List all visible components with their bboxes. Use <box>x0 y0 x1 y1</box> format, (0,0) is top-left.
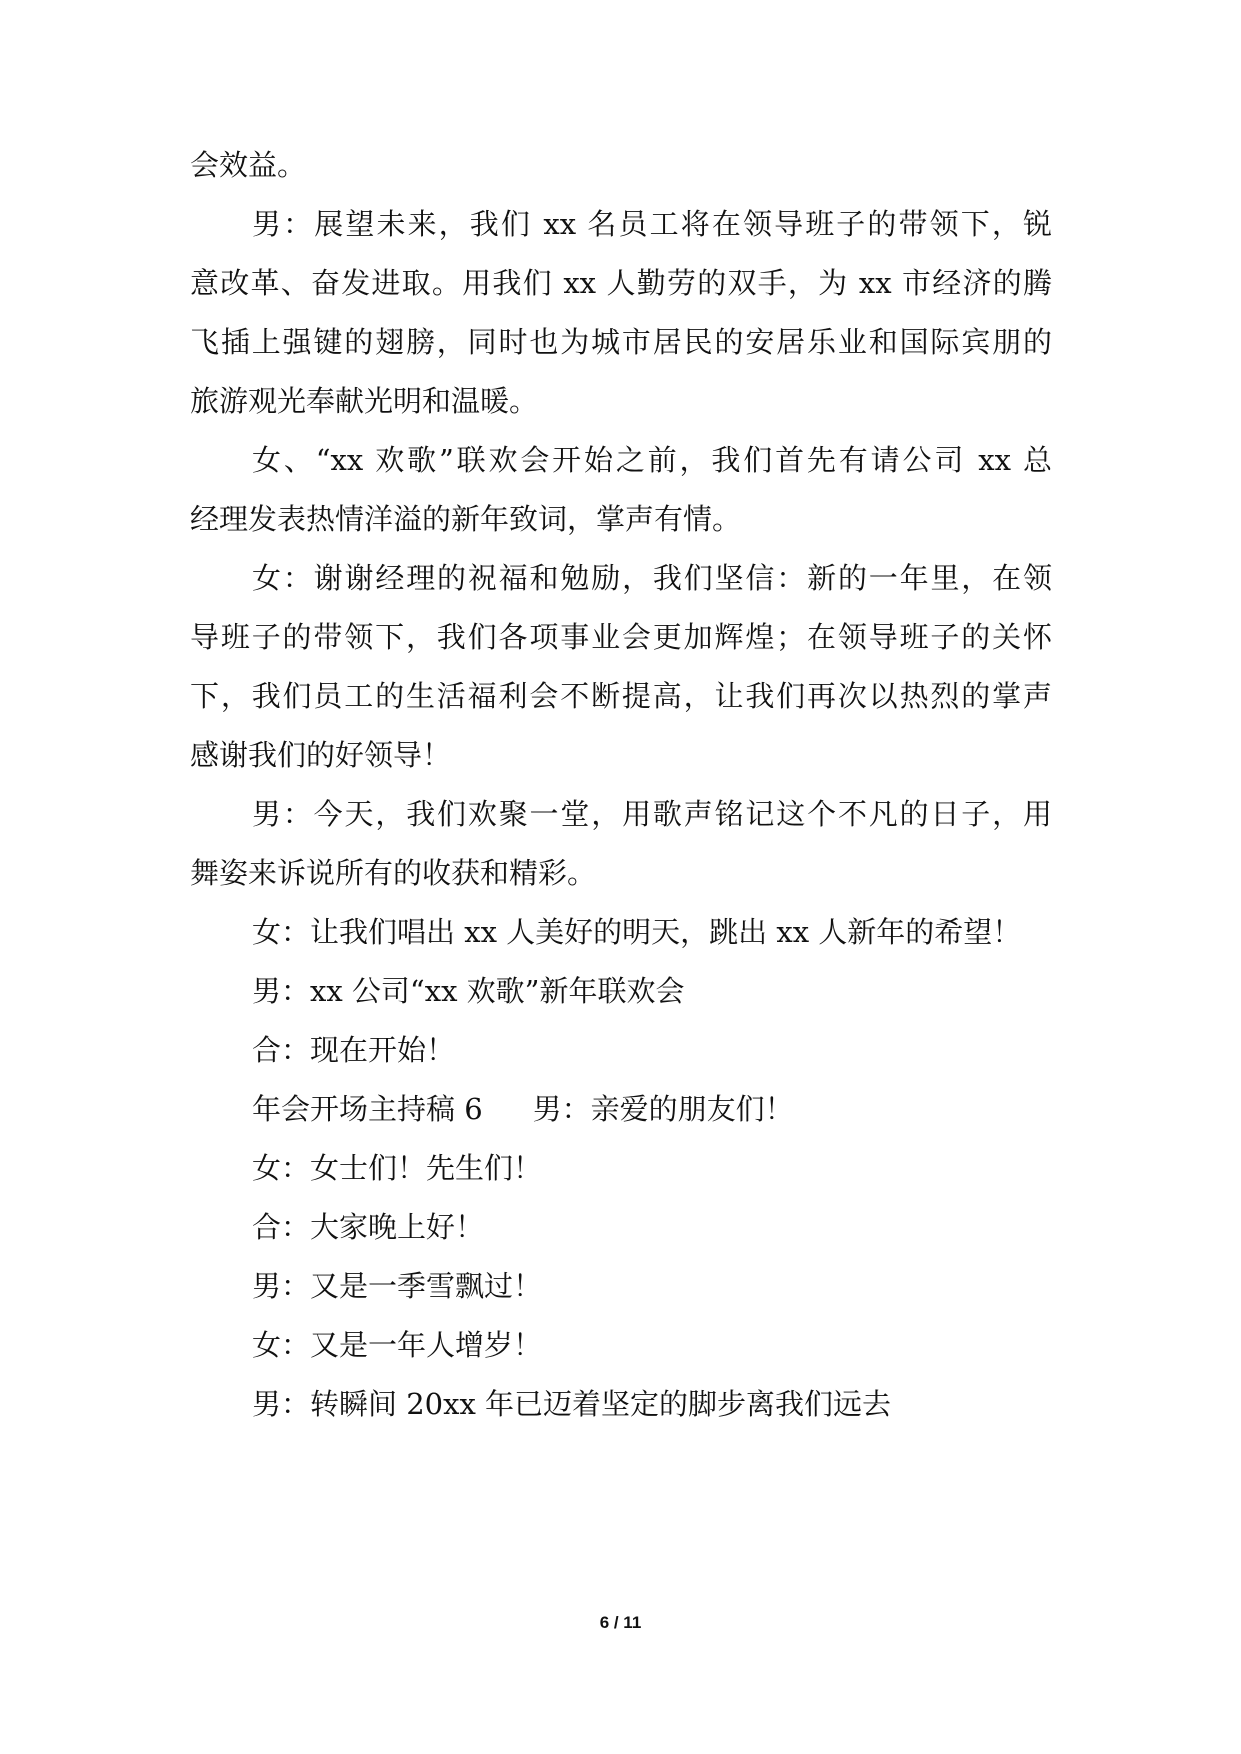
section-heading: 年会开场主持稿 6 <box>252 1092 483 1126</box>
text-line: 舞姿来诉说所有的收获和精彩。 <box>190 856 597 890</box>
text-line: 合：现在开始！ <box>252 1033 456 1067</box>
page-number: 6 / 11 <box>599 1613 642 1632</box>
text-line: 女：让我们唱出 xx 人美好的明天，跳出 xx 人新年的希望！ <box>252 915 1022 949</box>
text-line: 男：今天，我们欢聚一堂，用歌声铭记这个不凡的日子，用 <box>252 797 1052 831</box>
text-line: 男：xx 公司“xx 欢歌”新年联欢会 <box>252 974 685 1008</box>
text-line: 导班子的带领下，我们各项事业会更加辉煌；在领导班子的关怀 <box>190 620 1052 654</box>
text-line: 经理发表热情洋溢的新年致词，掌声有情。 <box>190 502 742 536</box>
text-line: 旅游观光奉献光明和温暖。 <box>190 384 539 418</box>
text-line: 合：大家晚上好！ <box>252 1210 485 1244</box>
text-line: 女：女士们！先生们！ <box>252 1151 543 1185</box>
text-line: 男：又是一季雪飘过！ <box>252 1269 543 1303</box>
text-line: 飞插上强键的翅膀，同时也为城市居民的安居乐业和国际宾朋的 <box>190 325 1052 359</box>
text-line: 女、“xx 欢歌”联欢会开始之前，我们首先有请公司 xx 总 <box>252 443 1052 477</box>
text-line: 男：展望未来，我们 xx 名员工将在领导班子的带领下，锐 <box>252 207 1052 241</box>
text-line: 下，我们员工的生活福利会不断提高，让我们再次以热烈的掌声 <box>190 679 1052 713</box>
text-line: 男：转瞬间 20xx 年已迈着坚定的脚步离我们远去 <box>252 1387 892 1421</box>
text-line: 意改革、奋发进取。用我们 xx 人勤劳的双手，为 xx 市经济的腾 <box>190 266 1052 300</box>
text-line: 会效益。 <box>190 148 307 182</box>
text-line: 女：谢谢经理的祝福和勉励，我们坚信：新的一年里，在领 <box>252 561 1052 595</box>
dialogue-line: 男：亲爱的朋友们！ <box>532 1092 794 1126</box>
text-line <box>252 1090 794 1128</box>
text-line: 女：又是一年人增岁！ <box>252 1328 543 1362</box>
text-line: 感谢我们的好领导！ <box>190 738 452 772</box>
